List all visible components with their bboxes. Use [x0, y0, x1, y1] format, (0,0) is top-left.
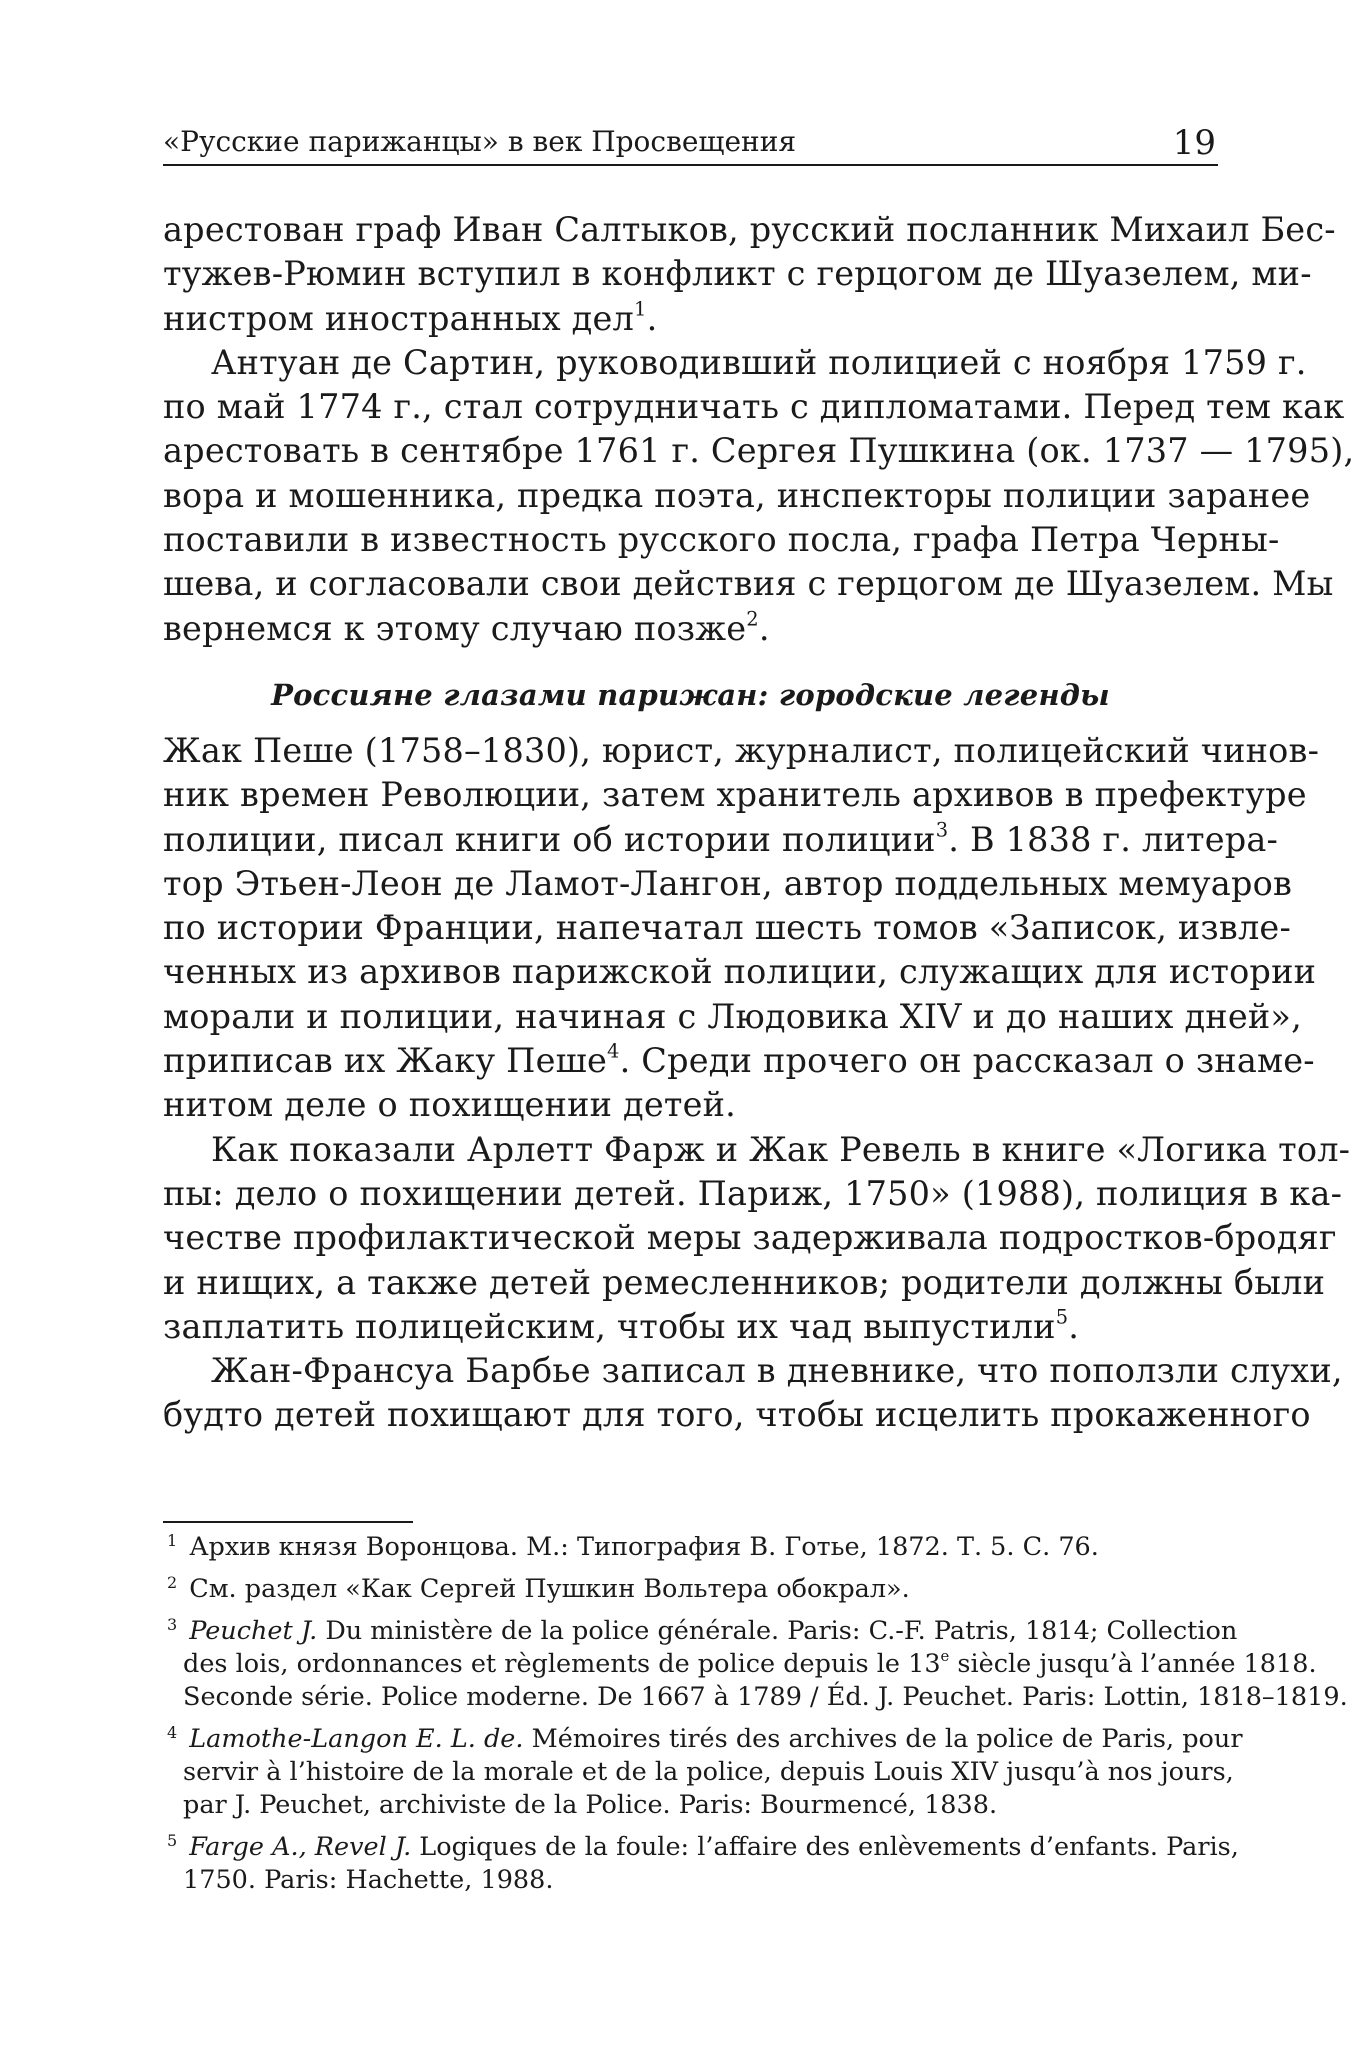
paragraph — [163, 1349, 1343, 1438]
text-line: Жак Пеше (1758–1830), юрист, журналист, полицейский чинов- — [163, 730, 1320, 770]
text-line: пы: дело о похищении детей. Париж, 1750» (1988), полиция в ка- — [163, 1173, 1343, 1213]
footnote-line: $^3$ Peuchet J. Du ministère de la police générale. Paris: C.-F. Patris, 1814; Collection — [167, 1615, 1238, 1646]
footnote-author: Farge A., Revel J. — [189, 1832, 412, 1862]
footnote-author: Peuchet J. — [189, 1616, 318, 1646]
footnote — [163, 1531, 1218, 1564]
paragraph — [163, 341, 1355, 651]
footnote-ref[interactable]: 4 — [607, 1039, 620, 1063]
text-line: будто детей похищают для того, чтобы исцелить прокаженного — [163, 1395, 1311, 1435]
footnote-line: $^1$ Архив князя Воронцова. М.: Типография В. Готье, 1872. Т. 5. С. 76. — [167, 1531, 1099, 1562]
text-line: шева, и согласовали свои действия с герцогом де Шуазелем. Мы — [163, 564, 1334, 604]
footnote-line: servir à l’histoire de la morale et de la police, depuis Louis XIV jusqu’à nos jours, — [183, 1757, 1234, 1787]
text-line: Жан-Франсуа Барбье записал в дневнике, что поползли слухи, — [211, 1351, 1343, 1391]
main-text — [163, 208, 1355, 1438]
page-number: 19 — [1172, 123, 1216, 163]
footnote-ref[interactable]: 5 — [1055, 1305, 1069, 1329]
footnote-line: Seconde série. Police moderne. De 1667 à 1789 / Éd. J. Peuchet. Paris: Lottin, 1818–1819. — [183, 1682, 1348, 1712]
footnote — [163, 1723, 1243, 1822]
footnote-mark: 1 — [167, 1531, 178, 1550]
text-line: нистром иностранных дел$^1$. — [163, 297, 658, 338]
footnote-mark: 2 — [167, 1573, 178, 1592]
paragraph — [163, 208, 1336, 341]
text-line: арестовать в сентябре 1761 г. Сергея Пушкина (ок. 1737 — 1795), — [163, 431, 1355, 471]
footnote-author: Lamothe-Langon E. L. de. — [189, 1724, 524, 1754]
footnote-line: par J. Peuchet, archiviste de la Police. Paris: Bourmencé, 1838. — [183, 1790, 998, 1820]
footnote-ref[interactable]: 1 — [634, 297, 647, 321]
text-line: заплатить полицейским, чтобы их чад выпустили$^5$. — [163, 1305, 1080, 1346]
text-line: честве профилактической меры задерживала подростков-бродяг — [163, 1218, 1337, 1258]
footnote — [163, 1831, 1239, 1897]
text-line: вора и мошенника, предка поэта, инспекторы полиции заранее — [163, 475, 1311, 515]
footnote-mark: 5 — [167, 1831, 178, 1850]
text-line: по май 1774 г., стал сотрудничать с дипломатами. Перед тем как — [163, 387, 1345, 427]
footnote-mark: 3 — [167, 1615, 178, 1634]
text-line: ченных из архивов парижской полиции, служащих для истории — [163, 952, 1317, 992]
running-header — [163, 122, 1218, 166]
text-line: арестован граф Иван Салтыков, русский посланник Михаил Бес- — [163, 210, 1336, 249]
text-line: Антуан де Сартин, руководивший полицией с ноября 1759 г. — [211, 342, 1307, 382]
footnote-divider — [163, 1521, 413, 1523]
text-line: полиции, писал книги об истории полиции$^3$. В 1838 г. литера- — [163, 818, 1279, 859]
text-line: тор Этьен-Леон де Ламот-Лангон, автор поддельных мемуаров — [163, 863, 1293, 903]
text-line: тужев-Рюмин вступил в конфликт с герцогом де Шуазелем, ми- — [163, 254, 1312, 294]
text-line: Как показали Арлетт Фарж и Жак Ревель в книге «Логика тол- — [211, 1129, 1351, 1169]
footnote-line: $^4$ Lamothe-Langon E. L. de. Mémoires tirés des archives de la police de Paris, pour — [167, 1723, 1243, 1754]
footnote-line: 1750. Paris: Hachette, 1988. — [183, 1865, 554, 1895]
footnotes — [163, 1531, 1348, 1906]
text-line: поставили в известность русского посла, графа Петра Черны- — [163, 520, 1280, 560]
footnote-ref[interactable]: 2 — [746, 607, 759, 631]
footnote-line: $^2$ См. раздел «Как Сергей Пушкин Вольтера обокрал». — [167, 1573, 910, 1604]
paragraph — [163, 1128, 1351, 1349]
footnote-line: des lois, ordonnances et règlements de police depuis le 13e siècle jusqu’à l’année 1818. — [183, 1647, 1317, 1679]
footnote-ref[interactable]: 3 — [935, 818, 949, 841]
text-line: по истории Франции, напечатал шесть томов «Записок, извле- — [163, 908, 1291, 948]
text-line: приписав их Жаку Пеше$^4$. Среди прочего он рассказал о знаме- — [163, 1039, 1315, 1081]
text-line: вернемся к этому случаю позже$^2$. — [163, 607, 770, 648]
running-title: «Русские парижанцы» в век Просвещения — [163, 125, 797, 158]
text-line: и нищих, а также детей ремесленников; родители должны были — [163, 1262, 1326, 1302]
footnote-line: $^5$ Farge A., Revel J. Logiques de la foule: l’affaire des enlèvements d’enfants. Paris, — [167, 1831, 1239, 1862]
section-title: Россияне глазами парижан: городские легенды — [271, 677, 1110, 712]
footnote — [163, 1573, 1218, 1606]
footnote — [163, 1615, 1348, 1714]
paragraph — [163, 729, 1320, 1128]
text-line: морали и полиции, начиная с Людовика XIV и до наших дней», — [163, 996, 1302, 1036]
text-line: ник времен Революции, затем хранитель архивов в префектуре — [163, 775, 1307, 815]
footnote-mark: 4 — [167, 1723, 178, 1742]
text-line: нитом деле о похищении детей. — [163, 1085, 736, 1125]
